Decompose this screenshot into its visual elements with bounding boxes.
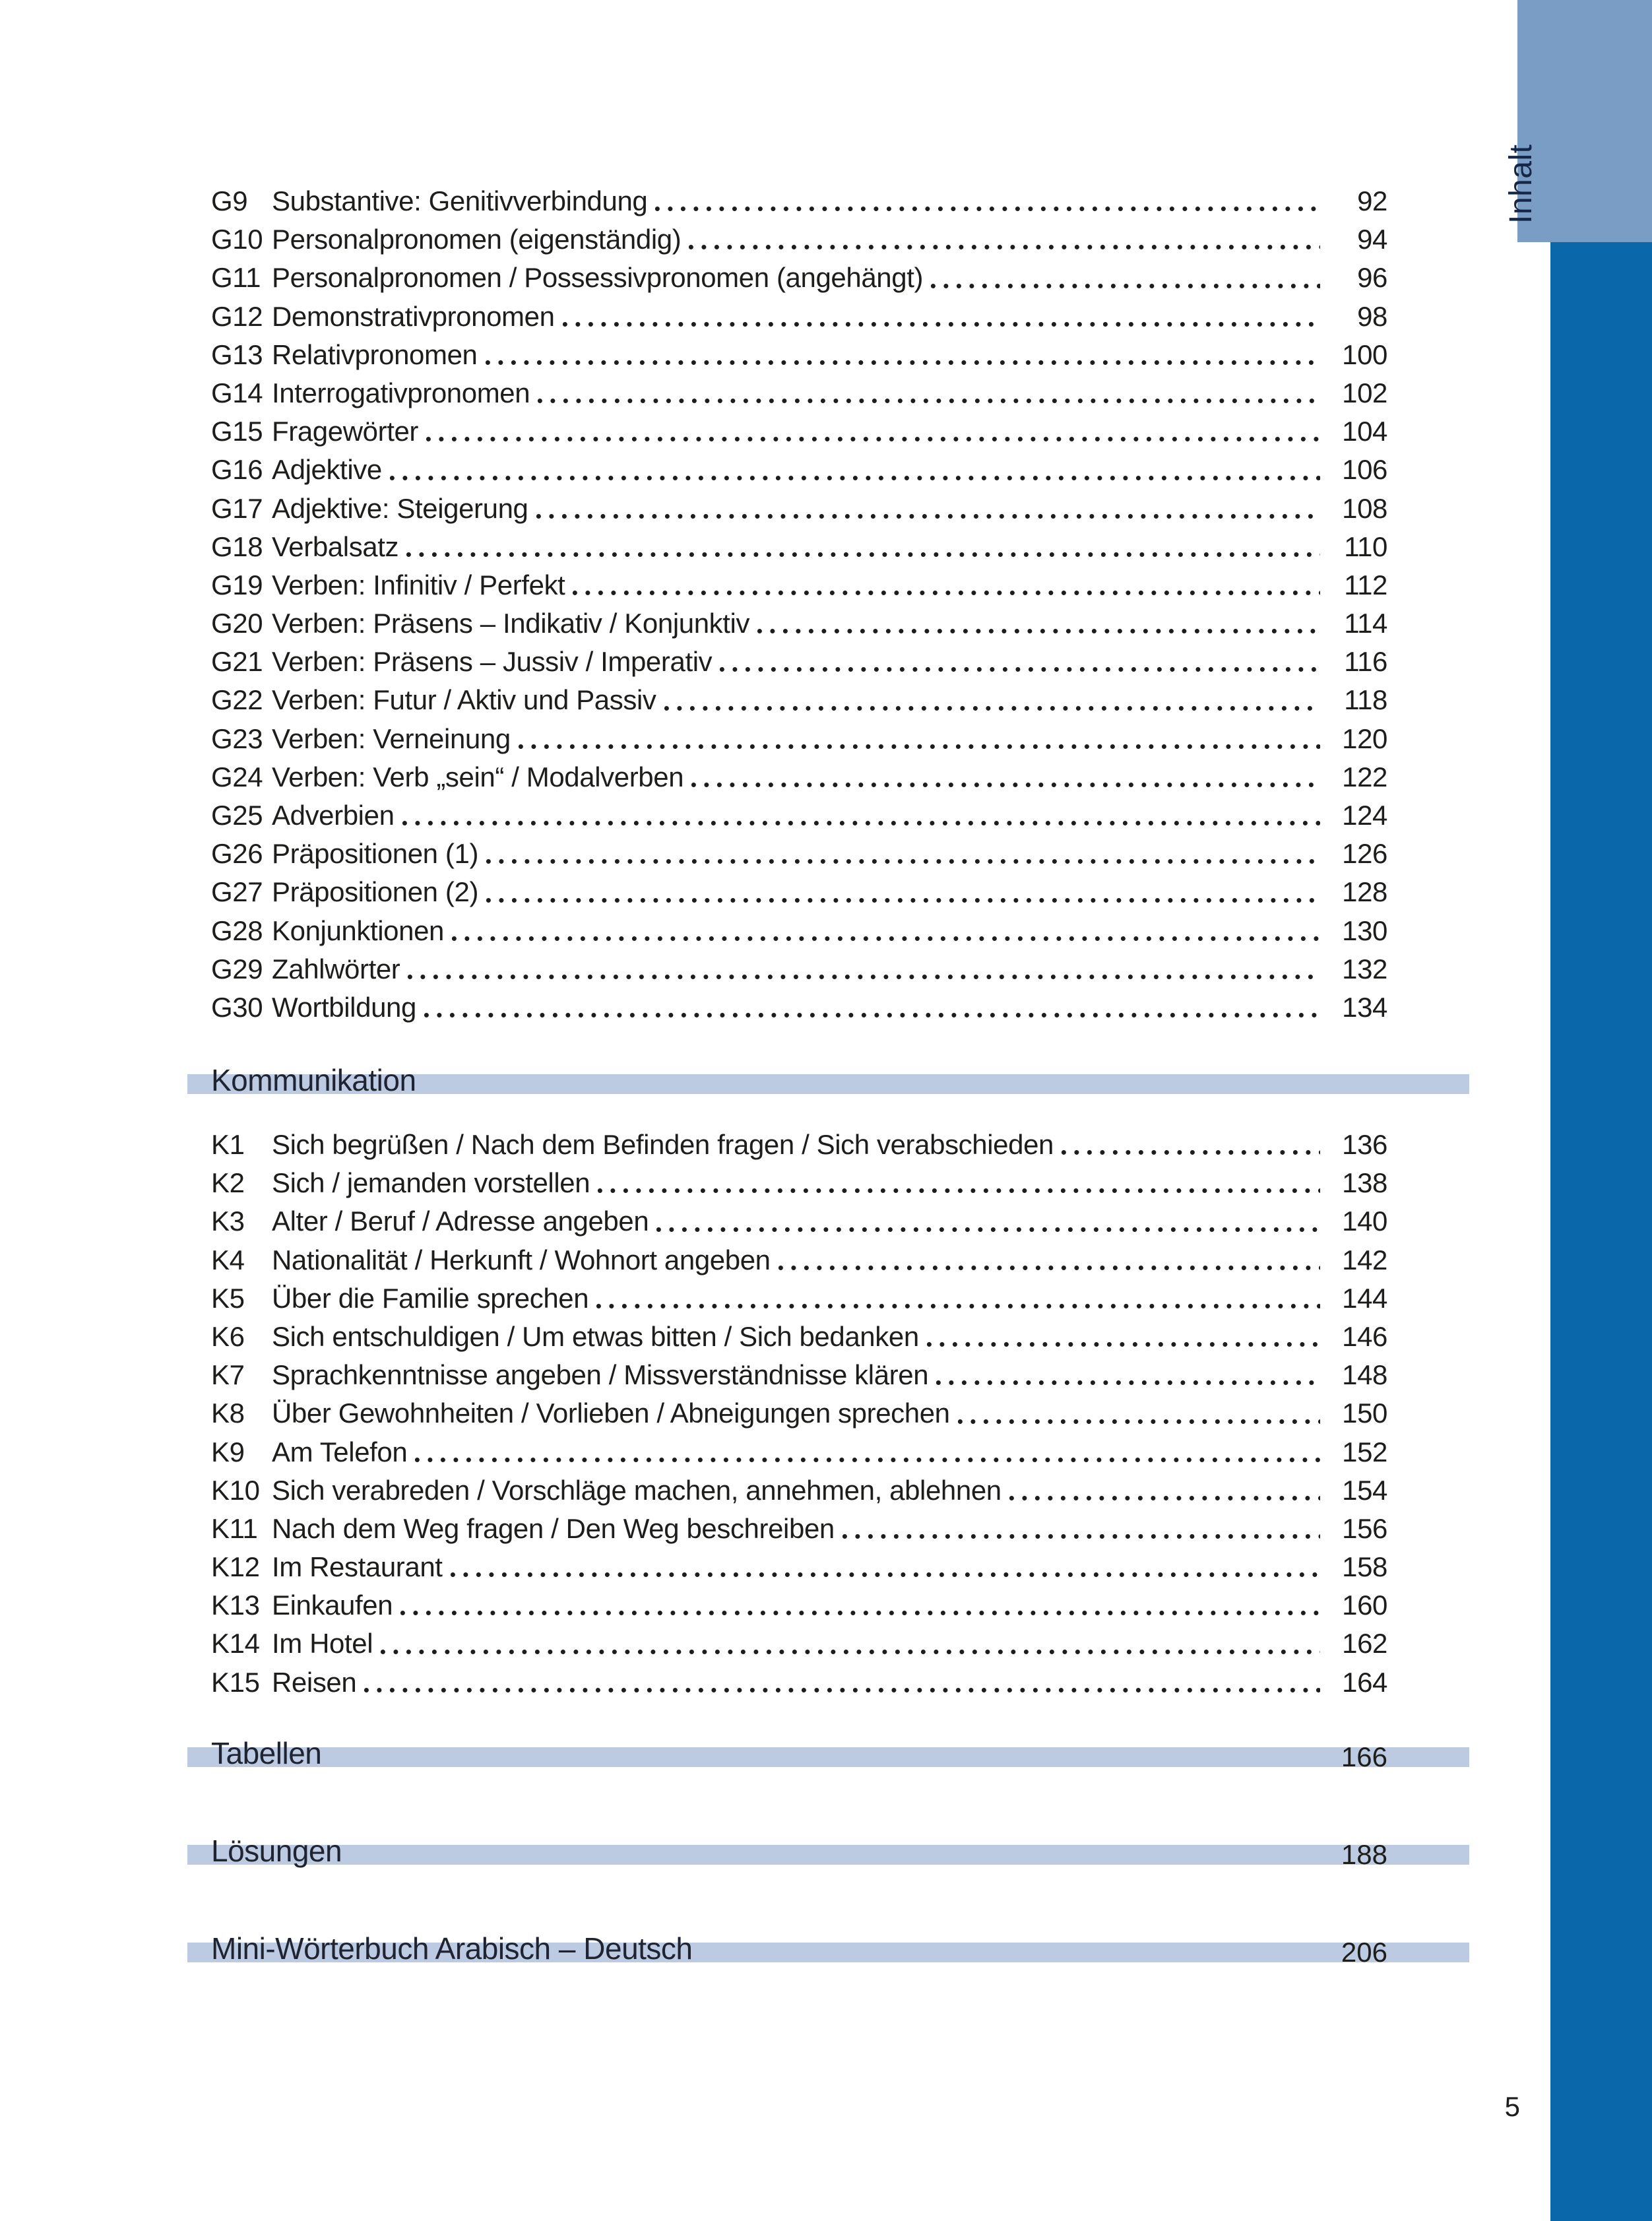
toc-entry-page: 144 [1342, 1282, 1387, 1314]
toc-row [211, 1164, 1387, 1202]
toc-entry-page: 116 [1344, 646, 1387, 678]
dot-leader [757, 629, 1320, 633]
toc-row [211, 374, 1387, 412]
dot-leader [408, 975, 1320, 979]
section-heading: Mini-Wörterbuch Arabisch – Deutsch [211, 1931, 693, 1966]
toc-row [211, 1433, 1387, 1471]
kommunikation-heading: Kommunikation [211, 1063, 416, 1098]
toc-entry-page: 92 [1357, 185, 1387, 216]
toc-entry-page: 164 [1342, 1666, 1387, 1698]
toc-row [211, 412, 1387, 451]
kommunikation-section-header [187, 1063, 1469, 1098]
toc-entry-title: Verben: Verb „sein“ / Modalverben [272, 761, 684, 792]
toc-row [211, 451, 1387, 489]
toc-entry-page: 110 [1344, 531, 1387, 562]
toc-row [211, 1663, 1387, 1702]
toc-entry-title: Über die Familie sprechen [272, 1282, 589, 1314]
dot-leader [415, 1458, 1320, 1462]
toc-entry-id: G21 [211, 646, 263, 678]
toc-entry-page: 162 [1342, 1628, 1387, 1659]
toc-entry-id: G26 [211, 838, 263, 870]
toc-row [211, 1471, 1387, 1510]
toc-entry-id: G11 [211, 262, 261, 294]
toc-row [211, 988, 1387, 1027]
toc-entry-id: G24 [211, 761, 263, 792]
dot-leader [720, 667, 1320, 672]
dot-leader [364, 1688, 1320, 1692]
toc-entry-id: K3 [211, 1206, 245, 1237]
toc-entry-title: Nach dem Weg fragen / Den Weg beschreiben [272, 1512, 835, 1544]
toc-entry-id: K15 [211, 1666, 260, 1698]
toc-entry-page: 106 [1342, 454, 1387, 486]
toc-entry-id: K11 [211, 1512, 258, 1544]
sidebar-accent-bar [1550, 242, 1652, 2221]
toc-entry-title: Adjektive: Steigerung [272, 492, 528, 524]
toc-entry-id: K2 [211, 1167, 245, 1199]
toc-entry-title: Verben: Verneinung [272, 723, 511, 754]
toc-entry-title: Verben: Präsens – Indikativ / Konjunktiv [272, 608, 750, 639]
toc-entry-title: Am Telefon [272, 1436, 408, 1467]
dot-leader [451, 1572, 1320, 1577]
toc-row [211, 566, 1387, 604]
dot-leader [689, 245, 1320, 249]
toc-entry-id: G17 [211, 492, 263, 524]
toc-entry-id: G10 [211, 224, 263, 255]
dot-leader [655, 207, 1320, 211]
section-header [187, 1834, 1469, 1870]
toc-entry-id: G23 [211, 723, 263, 754]
toc-row [211, 1625, 1387, 1663]
toc-entry-page: 134 [1342, 991, 1387, 1023]
toc-row [211, 490, 1387, 528]
toc-row [211, 1279, 1387, 1318]
toc-row [211, 604, 1387, 643]
section-header [187, 1931, 1469, 1968]
toc-entry-page: 126 [1342, 838, 1387, 870]
toc-entry-id: G25 [211, 800, 263, 831]
toc-entry-title: Sprachkenntnisse angeben / Missverständnisse klären [272, 1359, 929, 1391]
toc-entry-id: G28 [211, 915, 263, 946]
toc-entry-title: Demonstrativpronomen [272, 300, 555, 332]
toc-row [211, 528, 1387, 566]
toc-entry-id: G19 [211, 569, 263, 600]
toc-row [211, 336, 1387, 374]
toc-entry-id: G16 [211, 454, 263, 486]
toc-entry-id: K4 [211, 1244, 245, 1275]
toc-entry-title: Personalpronomen / Possessivpronomen (angehängt) [272, 262, 924, 294]
toc-row [211, 1586, 1387, 1625]
toc-entry-page: 98 [1357, 300, 1387, 332]
section-page-number: 188 [1341, 1839, 1387, 1870]
toc-row [211, 220, 1387, 259]
dot-leader [486, 859, 1320, 864]
toc-entry-title: Sich / jemanden vorstellen [272, 1167, 590, 1199]
toc-entry-id: G20 [211, 608, 263, 639]
toc-row [211, 758, 1387, 796]
toc-entry-page: 154 [1342, 1474, 1387, 1506]
toc-entry-title: Interrogativpronomen [272, 377, 530, 408]
toc-entry-title: Im Restaurant [272, 1551, 443, 1583]
dot-leader [424, 1013, 1320, 1017]
toc-entry-title: Sich begrüßen / Nach dem Befinden fragen / Sich verabschieden [272, 1129, 1054, 1160]
toc-entry-page: 112 [1344, 569, 1387, 600]
toc-entry-page: 138 [1342, 1167, 1387, 1199]
toc-entry-id: G27 [211, 876, 263, 908]
toc-entry-id: G15 [211, 416, 263, 447]
toc-entry-title: Konjunktionen [272, 915, 445, 946]
toc-entry-page: 150 [1342, 1398, 1387, 1429]
dot-leader [664, 706, 1320, 711]
toc-entry-title: Verben: Präsens – Jussiv / Imperativ [272, 646, 713, 678]
toc-entry-id: K12 [211, 1551, 260, 1583]
toc-entry-title: Substantive: Genitivverbindung [272, 185, 648, 216]
toc-entry-id: K9 [211, 1436, 245, 1467]
toc-entry-title: Adjektive [272, 454, 382, 486]
dot-leader [958, 1419, 1320, 1424]
toc-entry-title: Zahlwörter [272, 953, 400, 984]
toc-entry-page: 130 [1342, 915, 1387, 946]
toc-entry-title: Über Gewohnheiten / Vorlieben / Abneigungen sprechen [272, 1398, 950, 1429]
toc-entry-page: 128 [1342, 876, 1387, 908]
toc-row [211, 796, 1387, 835]
dot-leader [656, 1227, 1320, 1232]
toc-row [211, 1356, 1387, 1394]
toc-entry-title: Verben: Futur / Aktiv und Passiv [272, 684, 656, 716]
dot-leader [486, 360, 1320, 365]
dot-leader [486, 898, 1320, 903]
toc-entry-page: 114 [1344, 608, 1387, 639]
toc-row [211, 1318, 1387, 1356]
dot-leader [538, 399, 1320, 403]
dot-leader [406, 552, 1320, 557]
toc-row [211, 1126, 1387, 1164]
toc-row [211, 720, 1387, 758]
section-heading: Tabellen [211, 1736, 322, 1771]
section-heading: Lösungen [211, 1834, 342, 1869]
toc-entry-page: 152 [1342, 1436, 1387, 1467]
toc-entry-title: Nationalität / Herkunft / Wohnort angeben [272, 1244, 771, 1275]
toc-row [211, 1548, 1387, 1586]
toc-entry-id: G22 [211, 684, 263, 716]
dot-leader [400, 1611, 1320, 1615]
toc-row [211, 182, 1387, 220]
toc-entry-id: K14 [211, 1628, 260, 1659]
section-page-number: 206 [1341, 1937, 1387, 1968]
toc-entry-page: 94 [1357, 224, 1387, 255]
dot-leader [931, 284, 1320, 288]
dot-leader [563, 322, 1320, 327]
toc-entry-id: K13 [211, 1590, 260, 1621]
dot-leader [390, 476, 1320, 480]
toc-entry-id: G14 [211, 377, 263, 408]
toc-entry-id: K6 [211, 1320, 245, 1352]
toc-row [211, 1510, 1387, 1548]
dot-leader [927, 1342, 1320, 1347]
toc-entry-title: Sich entschuldigen / Um etwas bitten / Sich bedanken [272, 1320, 919, 1352]
dot-leader [598, 1188, 1320, 1193]
toc-entry-page: 102 [1342, 377, 1387, 408]
toc-row [211, 873, 1387, 911]
dot-leader [691, 783, 1320, 787]
toc-entry-id: G9 [211, 185, 248, 216]
toc-entry-page: 118 [1344, 684, 1387, 716]
dot-leader [596, 1304, 1320, 1308]
dot-leader [536, 514, 1320, 519]
dot-leader [1009, 1496, 1320, 1500]
toc-entry-page: 108 [1342, 492, 1387, 524]
toc-entry-page: 160 [1342, 1590, 1387, 1621]
toc-row [211, 1241, 1387, 1279]
toc-entry-title: Einkaufen [272, 1590, 393, 1621]
toc-entry-page: 158 [1342, 1551, 1387, 1583]
toc-entry-title: Verbalsatz [272, 531, 399, 562]
dot-leader [778, 1266, 1320, 1270]
toc-entry-id: K7 [211, 1359, 245, 1391]
toc-entry-page: 120 [1342, 723, 1387, 754]
toc-entry-title: Relativpronomen [272, 338, 478, 370]
section-page-number: 166 [1341, 1741, 1387, 1772]
toc-entry-page: 146 [1342, 1320, 1387, 1352]
toc-entry-id: K1 [211, 1129, 245, 1160]
toc-entry-page: 148 [1342, 1359, 1387, 1391]
toc-entry-id: K5 [211, 1282, 245, 1314]
section-header [187, 1736, 1469, 1772]
toc-entry-page: 122 [1342, 761, 1387, 792]
dot-leader [519, 744, 1320, 749]
toc-entry-title: Adverbien [272, 800, 395, 831]
toc-entry-id: G13 [211, 338, 263, 370]
toc-entry-title: Verben: Infinitiv / Perfekt [272, 569, 565, 600]
dot-leader [452, 936, 1320, 941]
toc-entry-id: K8 [211, 1398, 245, 1429]
toc-row [211, 1394, 1387, 1432]
toc-entry-page: 96 [1357, 262, 1387, 294]
toc-row [211, 835, 1387, 873]
dot-leader [842, 1534, 1320, 1539]
toc-entry-id: G30 [211, 991, 263, 1023]
page-number: 5 [1504, 2091, 1520, 2122]
toc-entry-page: 132 [1342, 953, 1387, 984]
toc-row [211, 259, 1387, 297]
toc-entry-id: K10 [211, 1474, 260, 1506]
inhalt-tab [1504, 0, 1652, 242]
toc-entry-title: Fragewörter [272, 416, 419, 447]
toc-row [211, 912, 1387, 950]
toc-row [211, 1202, 1387, 1240]
toc-entry-title: Personalpronomen (eigenständig) [272, 224, 682, 255]
dot-leader [936, 1380, 1320, 1385]
dot-leader [402, 821, 1320, 825]
dot-leader [573, 591, 1320, 595]
toc-entry-page: 156 [1342, 1512, 1387, 1544]
toc-entry-title: Alter / Beruf / Adresse angeben [272, 1206, 649, 1237]
kommunikation-toc-list [211, 1126, 1387, 1702]
toc-row [211, 643, 1387, 681]
toc-entry-page: 140 [1342, 1206, 1387, 1237]
dot-leader [381, 1650, 1320, 1654]
toc-entry-page: 104 [1342, 416, 1387, 447]
toc-entry-title: Wortbildung [272, 991, 416, 1023]
toc-entry-title: Im Hotel [272, 1628, 373, 1659]
toc-entry-id: G12 [211, 300, 263, 332]
toc-entry-title: Präpositionen (1) [272, 838, 479, 870]
toc-entry-title: Präpositionen (2) [272, 876, 479, 908]
grammar-toc-list [211, 182, 1387, 1027]
toc-entry-page: 142 [1342, 1244, 1387, 1275]
toc-entry-page: 136 [1342, 1129, 1387, 1160]
inhalt-tab-label: Inhalt [1504, 144, 1539, 224]
toc-entry-page: 100 [1342, 338, 1387, 370]
toc-row [211, 298, 1387, 336]
toc-entry-title: Sich verabreden / Vorschläge machen, annehmen, ablehnen [272, 1474, 1001, 1506]
toc-row [211, 950, 1387, 988]
dot-leader [426, 437, 1320, 441]
dot-leader [1062, 1150, 1320, 1155]
toc-entry-title: Reisen [272, 1666, 357, 1698]
toc-entry-id: G29 [211, 953, 263, 984]
toc-entry-page: 124 [1342, 800, 1387, 831]
toc-entry-id: G18 [211, 531, 263, 562]
toc-row [211, 681, 1387, 719]
